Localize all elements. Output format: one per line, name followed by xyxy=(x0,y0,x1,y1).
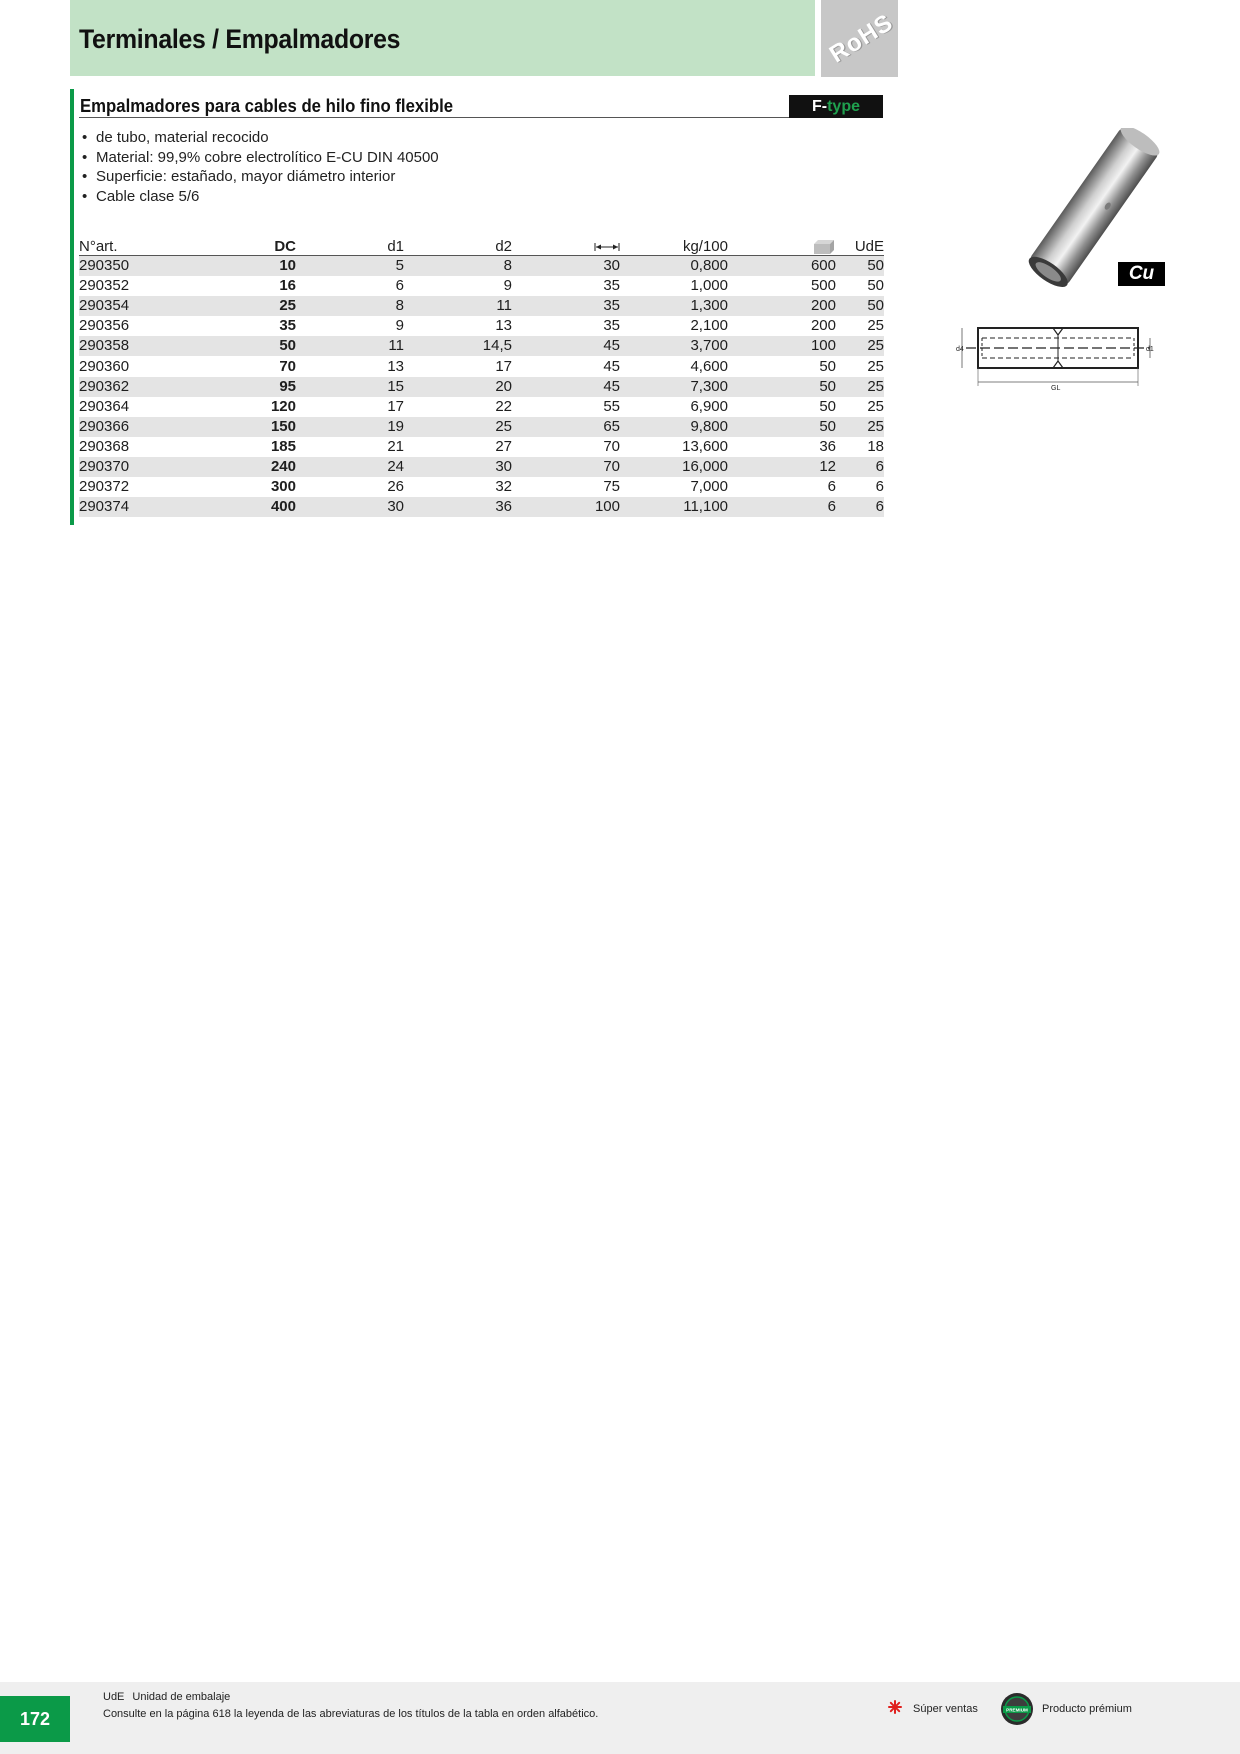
cell-dc: 150 xyxy=(219,417,296,437)
cell-d1: 15 xyxy=(296,377,404,397)
cell-length: 30 xyxy=(512,256,620,277)
spec-table xyxy=(79,235,884,517)
header-package xyxy=(728,235,836,256)
cell-d1: 30 xyxy=(296,497,404,517)
cell-d1: 13 xyxy=(387,357,404,375)
feature-item: • Cable clase 5/6 xyxy=(80,187,439,207)
ftype-badge-prefix: F- xyxy=(811,98,828,115)
cell-ude: 25 xyxy=(867,357,884,375)
cell-art: 290362 xyxy=(79,377,219,397)
cell-d1: 26 xyxy=(387,478,404,496)
cell-dc: 25 xyxy=(219,296,296,316)
cell-weight: 2,100 xyxy=(690,317,728,335)
cell-d1: 9 xyxy=(395,317,404,335)
cell-art: 290366 xyxy=(79,417,219,437)
section-title: Empalmadores para cables de hilo fino flexible xyxy=(80,96,454,116)
cell-ude: 25 xyxy=(867,317,884,335)
cell-ude: 25 xyxy=(867,397,884,415)
cell-length: 35 xyxy=(512,296,620,316)
cell-weight: 16,000 xyxy=(620,457,728,477)
cell-dc: 400 xyxy=(219,497,296,517)
cell-ude: 50 xyxy=(836,296,884,316)
cell-art: 290364 xyxy=(79,397,130,415)
cell-dc: 70 xyxy=(279,357,296,375)
cell-ude: 6 xyxy=(836,457,884,477)
cell-package: 500 xyxy=(810,277,836,295)
cell-ude: 25 xyxy=(836,417,884,437)
cell-package: 50 xyxy=(728,377,836,397)
cell-d2: 22 xyxy=(495,397,512,415)
cell-dc: 16 xyxy=(279,277,296,295)
header-art: N°art. xyxy=(79,235,219,256)
cell-art: 290354 xyxy=(79,296,219,316)
page-title: Terminales / Empalmadores xyxy=(79,24,401,54)
table-row xyxy=(79,377,884,397)
cell-d1: 8 xyxy=(296,296,404,316)
cell-dc: 35 xyxy=(279,317,296,335)
package-box-icon xyxy=(812,240,836,254)
cell-d2: 25 xyxy=(404,417,512,437)
cell-art: 290350 xyxy=(79,256,219,277)
feature-item: • de tubo, material recocido xyxy=(80,128,439,148)
cell-ude: 50 xyxy=(867,277,884,295)
header-weight: kg/100 xyxy=(620,235,728,256)
cell-d2: 32 xyxy=(495,478,512,496)
table-header-row xyxy=(79,235,884,256)
cell-dc: 10 xyxy=(219,256,296,277)
abbreviation-meaning: Unidad de embalaje xyxy=(132,1691,231,1703)
rohs-badge xyxy=(821,0,898,77)
cell-weight: 6,900 xyxy=(690,397,728,415)
cell-package: 50 xyxy=(819,397,836,415)
cell-weight: 1,000 xyxy=(690,277,728,295)
table-row xyxy=(79,296,884,316)
cell-art: 290360 xyxy=(79,357,130,375)
cell-d2: 8 xyxy=(404,256,512,277)
section-accent-bar xyxy=(70,89,74,525)
cell-d1: 5 xyxy=(296,256,404,277)
header-dc: DC xyxy=(219,235,296,256)
cell-d2: 30 xyxy=(404,457,512,477)
cell-weight: 7,300 xyxy=(620,377,728,397)
cell-art: 290370 xyxy=(79,457,219,477)
cell-ude: 25 xyxy=(836,377,884,397)
cell-length: 70 xyxy=(603,437,620,455)
cell-length: 35 xyxy=(603,317,620,335)
table-row xyxy=(79,336,884,356)
cell-d1: 24 xyxy=(296,457,404,477)
cell-d2: 13 xyxy=(495,317,512,335)
cell-art: 290352 xyxy=(79,277,130,295)
cell-package: 6 xyxy=(827,478,836,496)
ftype-badge xyxy=(789,95,883,118)
cell-d1: 21 xyxy=(387,437,404,455)
table-row xyxy=(79,457,884,477)
cell-package: 200 xyxy=(810,317,836,335)
cell-ude: 25 xyxy=(836,336,884,356)
cell-d2: 11 xyxy=(404,296,512,316)
d4-label: d4 xyxy=(956,346,964,353)
cell-length: 75 xyxy=(603,478,620,496)
cell-dc: 300 xyxy=(270,478,296,496)
cell-length: 65 xyxy=(512,417,620,437)
premium-label: Producto prémium xyxy=(1042,1703,1132,1715)
cell-dc: 95 xyxy=(219,377,296,397)
copper-material-badge: Cu xyxy=(1118,262,1165,286)
super-ventas-label: Súper ventas xyxy=(913,1703,978,1715)
legend-note: Consulte en la página 618 la leyenda de las abreviaturas de los títulos de la tabla en orden alfabético. xyxy=(103,1708,599,1720)
cell-d2: 14,5 xyxy=(404,336,512,356)
super-ventas-star-icon xyxy=(888,1700,902,1714)
cell-length: 35 xyxy=(603,277,620,295)
cell-package: 50 xyxy=(819,357,836,375)
header-ude: UdE xyxy=(836,235,884,256)
cell-length: 70 xyxy=(512,457,620,477)
cell-length: 45 xyxy=(512,336,620,356)
ftype-badge-suffix: type xyxy=(827,98,860,115)
cell-d2: 36 xyxy=(404,497,512,517)
header-d1: d1 xyxy=(296,235,404,256)
table-row xyxy=(79,356,884,376)
rohs-label: RoHS xyxy=(824,8,898,69)
cell-d2: 17 xyxy=(495,357,512,375)
cell-length: 55 xyxy=(603,397,620,415)
gl-label: GL xyxy=(1051,385,1061,392)
table-body xyxy=(79,256,884,518)
cell-dc: 50 xyxy=(219,336,296,356)
cell-dc: 120 xyxy=(270,397,296,415)
table-row xyxy=(79,477,884,497)
cell-weight: 0,800 xyxy=(620,256,728,277)
dimension-drawing xyxy=(950,320,1160,392)
table-row xyxy=(79,316,884,336)
cell-d1: 6 xyxy=(395,277,404,295)
premium-seal-text: PREMIUM xyxy=(1006,1707,1028,1713)
feature-list xyxy=(80,128,439,206)
cell-d2: 27 xyxy=(495,437,512,455)
cell-dc: 240 xyxy=(219,457,296,477)
table-row xyxy=(79,397,884,417)
cell-package: 100 xyxy=(728,336,836,356)
abbreviation-legend xyxy=(103,1691,230,1703)
cell-length: 45 xyxy=(603,357,620,375)
table-row xyxy=(79,497,884,517)
table-row xyxy=(79,256,884,277)
cell-package: 200 xyxy=(728,296,836,316)
cell-ude: 50 xyxy=(836,256,884,277)
cell-d1: 17 xyxy=(387,397,404,415)
cell-art: 290368 xyxy=(79,437,130,455)
cell-package: 36 xyxy=(819,437,836,455)
cell-ude: 18 xyxy=(867,437,884,455)
table-row xyxy=(79,417,884,437)
cell-length: 100 xyxy=(512,497,620,517)
section-divider xyxy=(79,117,883,118)
cell-d1: 19 xyxy=(296,417,404,437)
cell-d1: 11 xyxy=(296,336,404,356)
cell-package: 12 xyxy=(728,457,836,477)
cell-weight: 4,600 xyxy=(690,357,728,375)
cell-art: 290374 xyxy=(79,497,219,517)
cell-weight: 13,600 xyxy=(682,437,728,455)
table-row xyxy=(79,437,884,457)
cell-package: 50 xyxy=(728,417,836,437)
feature-item: • Material: 99,9% cobre electrolítico E-CU DIN 40500 xyxy=(80,148,439,168)
cell-art: 290372 xyxy=(79,478,130,496)
cell-d2: 20 xyxy=(404,377,512,397)
cell-art: 290356 xyxy=(79,317,130,335)
cell-package: 600 xyxy=(728,256,836,277)
header-length xyxy=(512,235,620,256)
cell-weight: 9,800 xyxy=(620,417,728,437)
cell-ude: 6 xyxy=(875,478,884,496)
cell-d2: 9 xyxy=(503,277,512,295)
cell-weight: 11,100 xyxy=(620,497,728,517)
cell-art: 290358 xyxy=(79,336,219,356)
page-number: 172 xyxy=(0,1696,70,1742)
cell-dc: 185 xyxy=(270,437,296,455)
cell-weight: 3,700 xyxy=(620,336,728,356)
length-dimension-icon xyxy=(594,242,620,252)
cell-package: 6 xyxy=(728,497,836,517)
cell-weight: 7,000 xyxy=(690,478,728,496)
d1-label: d1 xyxy=(1146,346,1154,353)
cell-weight: 1,300 xyxy=(620,296,728,316)
table-row xyxy=(79,276,884,296)
header-d2: d2 xyxy=(404,235,512,256)
abbreviation-code: UdE xyxy=(103,1691,125,1703)
feature-item: • Superficie: estañado, mayor diámetro interior xyxy=(80,167,439,187)
premium-seal-icon xyxy=(1000,1692,1034,1726)
cell-length: 45 xyxy=(512,377,620,397)
cell-ude: 6 xyxy=(836,497,884,517)
